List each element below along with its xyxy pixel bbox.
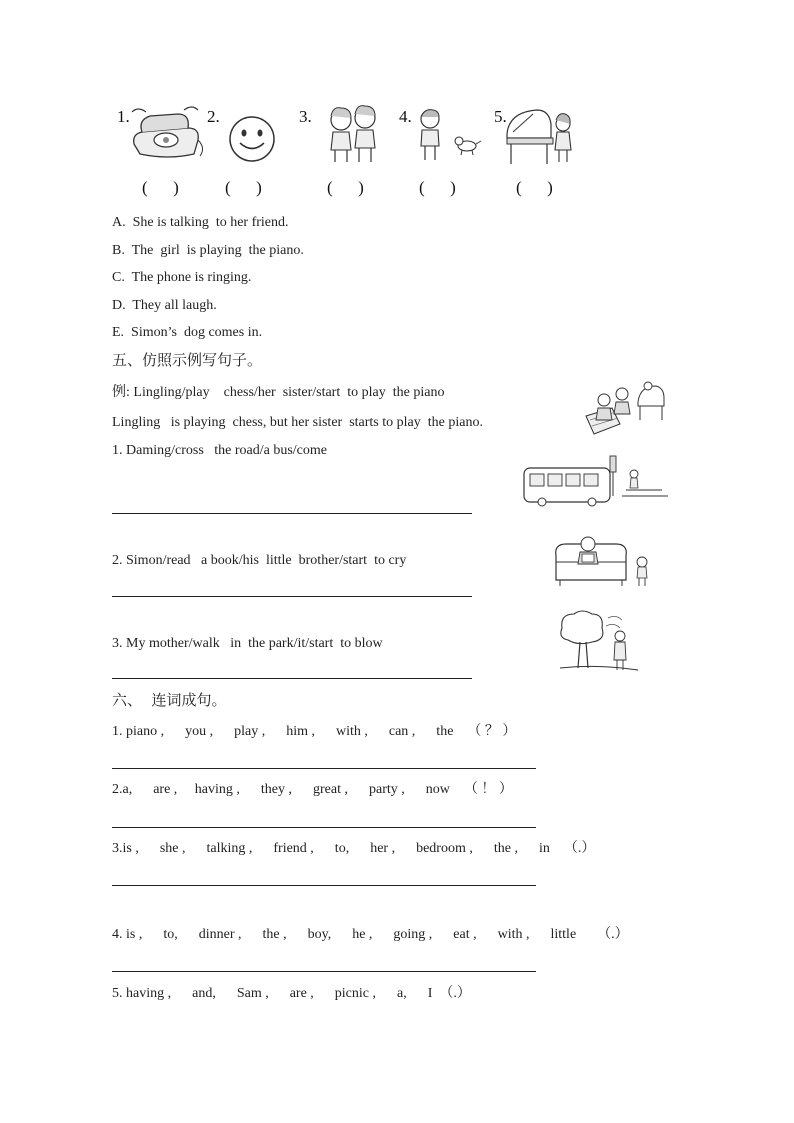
answer-line[interactable] [112,678,472,679]
smiley-face-icon [227,114,277,164]
exercise-5-1-prompt: 1. Daming/cross the road/a bus/come [112,443,328,458]
exercise-6-4: 4. is , to, dinner , the , boy, he , going , eat , with , little （.） [112,927,629,942]
exercise-6-5: 5. having , and, Sam , are , picnic , a, I （.） [112,986,471,1001]
exercise-5-3-prompt: 3. My mother/walk in the park/it/start to blow [112,636,383,651]
answer-blank[interactable]: ( ) [516,178,553,197]
exercise-6-1: 1. piano , you , play , him , with , can , the （ ？ ） [112,724,517,739]
answer-line[interactable] [112,827,536,828]
woman-in-windy-park-icon [558,608,642,678]
picture-number: 2. [207,107,220,126]
bus-and-crossing-icon [522,452,674,508]
answer-line[interactable] [112,885,536,886]
picture-number: 1. [117,107,130,126]
boy-and-dog-icon [417,108,483,164]
answer-blank[interactable]: ( ) [225,178,262,197]
picture-number: 3. [299,107,312,126]
exercise-6-2: 2.a, are , having , they , great , party , now （ ！ ） [112,782,513,797]
section-5-heading: 五、仿照示例写句子。 [112,351,263,369]
answer-line[interactable] [112,768,536,769]
option-a: A. She is talking to her friend. [112,215,289,230]
girls-chess-piano-icon [582,380,668,438]
option-e: E. Simon’s dog comes in. [112,325,263,340]
option-b: B. The girl is playing the piano. [112,243,304,258]
example-answer: Lingling is playing chess, but her sister starts to play the piano. [112,415,483,430]
picture-number: 4. [399,107,412,126]
exercise-5-2-prompt: 2. Simon/read a book/his little brother/start to cry [112,553,407,568]
answer-line[interactable] [112,971,536,972]
section-6-heading: 六、 连词成句。 [112,691,227,709]
answer-blank[interactable]: ( ) [419,178,456,197]
answer-line[interactable] [112,513,472,514]
example-prompt: 例: Lingling/play chess/her sister/start to play the piano [112,385,445,400]
answer-blank[interactable]: ( ) [142,178,179,197]
girl-playing-piano-icon [503,104,575,168]
option-c: C. The phone is ringing. [112,270,252,285]
picture-number: 5. [494,107,507,126]
answer-blank[interactable]: ( ) [327,178,364,197]
boy-reading-on-sofa-icon [552,532,652,588]
answer-line[interactable] [112,596,472,597]
exercise-6-3: 3.is , she , talking , friend , to, her , bedroom , the , in （.） [112,841,596,856]
telephone-icon [128,104,206,162]
two-girls-laughing-icon [323,104,383,166]
option-d: D. They all laugh. [112,298,217,313]
